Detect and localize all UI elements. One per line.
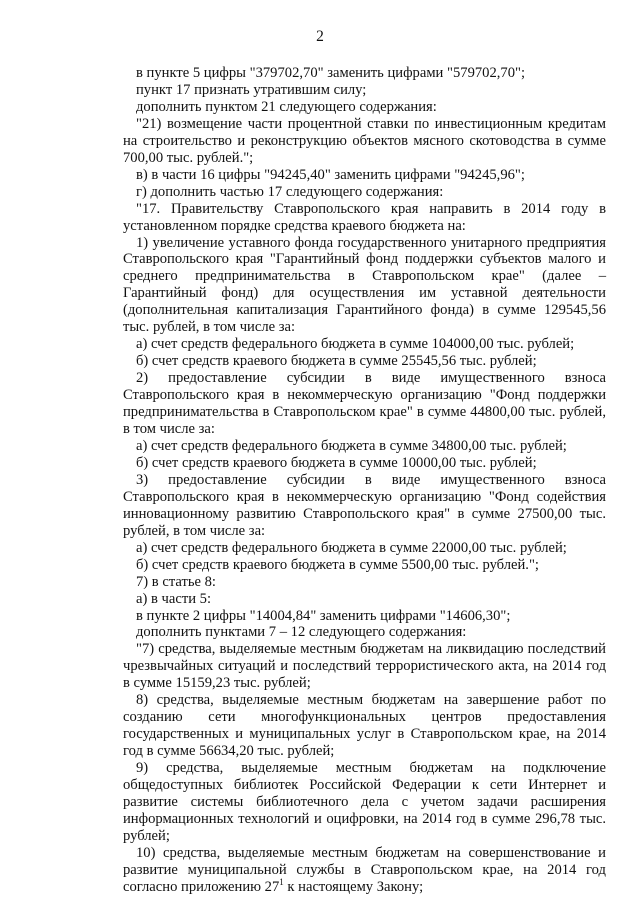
paragraph: а) счет средств федерального бюджета в сумме 104000,00 тыс. рублей; [136, 336, 575, 353]
paragraph: а) в части 5: [136, 590, 212, 607]
paragraph: г) дополнить частью 17 следующего содержания: [136, 183, 444, 200]
paragraph: 9) средства, выделяемые местным бюджетам на подключение общедоступных библиотек Российской Федерации к сети Интернет и развитие системы библиотечного дела с учетом задачи расширения информационных технологий и оцифровки, на 2014 год в сумме 296,78 тыс. рублей; [123, 760, 606, 844]
paragraph-text: 10) средства, выделяемые местным бюджетам на совершенствование и развитие муниципальной службы в Ставропольском крае, на 2014 год согласно приложению 27 [123, 844, 606, 895]
paragraph: в) в части 16 цифры "94245,40" заменить цифрами "94245,96"; [136, 166, 525, 183]
paragraph: 7) в статье 8: [136, 573, 216, 590]
paragraph: 8) средства, выделяемые местным бюджетам на завершение работ по созданию сети многофункциональных центров предоставления государственных и муниципальных услуг в Ставропольском крае, на 2014 год в сумме 56634,20 тыс. рублей; [123, 692, 606, 760]
paragraph: дополнить пунктом 21 следующего содержания: [136, 98, 437, 115]
paragraph: а) счет средств федерального бюджета в сумме 34800,00 тыс. рублей; [136, 437, 567, 454]
paragraph-last [123, 845, 606, 896]
paragraph: а) счет средств федерального бюджета в сумме 22000,00 тыс. рублей; [136, 539, 567, 556]
paragraph: "17. Правительству Ставропольского края направить в 2014 году в установленном порядке средства краевого бюджета на: [123, 200, 606, 234]
paragraph: пункт 17 признать утратившим силу; [136, 81, 367, 98]
paragraph-tail: к настоящему Закону; [283, 878, 424, 895]
paragraph: "7) средства, выделяемые местным бюджетам на ликвидацию последствий чрезвычайных ситуаций и последствий террористического акта, на 2014 год в сумме 15159,23 тыс. рублей; [123, 641, 606, 692]
paragraph: б) счет средств краевого бюджета в сумме 10000,00 тыс. рублей; [136, 454, 537, 471]
page-number: 2 [316, 28, 324, 45]
document-body [123, 65, 606, 896]
paragraph: 1) увеличение уставного фонда государственного унитарного предприятия Ставропольского края "Гарантийный фонд поддержки субъектов малого и среднего предпринимательства в Ставропольском крае" (далее – Гарантийный фонд) для осуществления им уставной деятельности (дополнительная капитализация Гарантийного фонда) в сумме 129545,56 тыс. рублей, в том числе за: [123, 234, 606, 336]
paragraph: в пункте 5 цифры "379702,70" заменить цифрами "579702,70"; [136, 65, 526, 81]
appendix-superscript: 1 [279, 876, 284, 887]
paragraph: дополнить пунктами 7 – 12 следующего содержания: [136, 624, 467, 641]
paragraph: 2) предоставление субсидии в виде имущественного взноса Ставропольского края в некоммерческую организацию "Фонд поддержки предпринимательства в Ставропольском крае" в сумме 44800,00 тыс. рублей, в том числе за: [123, 370, 606, 438]
paragraph: 3) предоставление субсидии в виде имущественного взноса Ставропольского края в некоммерческую организацию "Фонд содействия инновационному развитию Ставропольского края" в сумме 27500,00 тыс. рублей, в том числе за: [123, 471, 606, 539]
paragraph: "21) возмещение части процентной ставки по инвестиционным кредитам на строительство и реконструкцию объектов мясного скотоводства в сумме 700,00 тыс. рублей."; [123, 115, 606, 166]
paragraph: б) счет средств краевого бюджета в сумме 5500,00 тыс. рублей."; [136, 556, 539, 573]
paragraph: в пункте 2 цифры "14004,84" заменить цифрами "14606,30"; [136, 607, 511, 624]
paragraph: б) счет средств краевого бюджета в сумме 25545,56 тыс. рублей; [136, 353, 537, 370]
